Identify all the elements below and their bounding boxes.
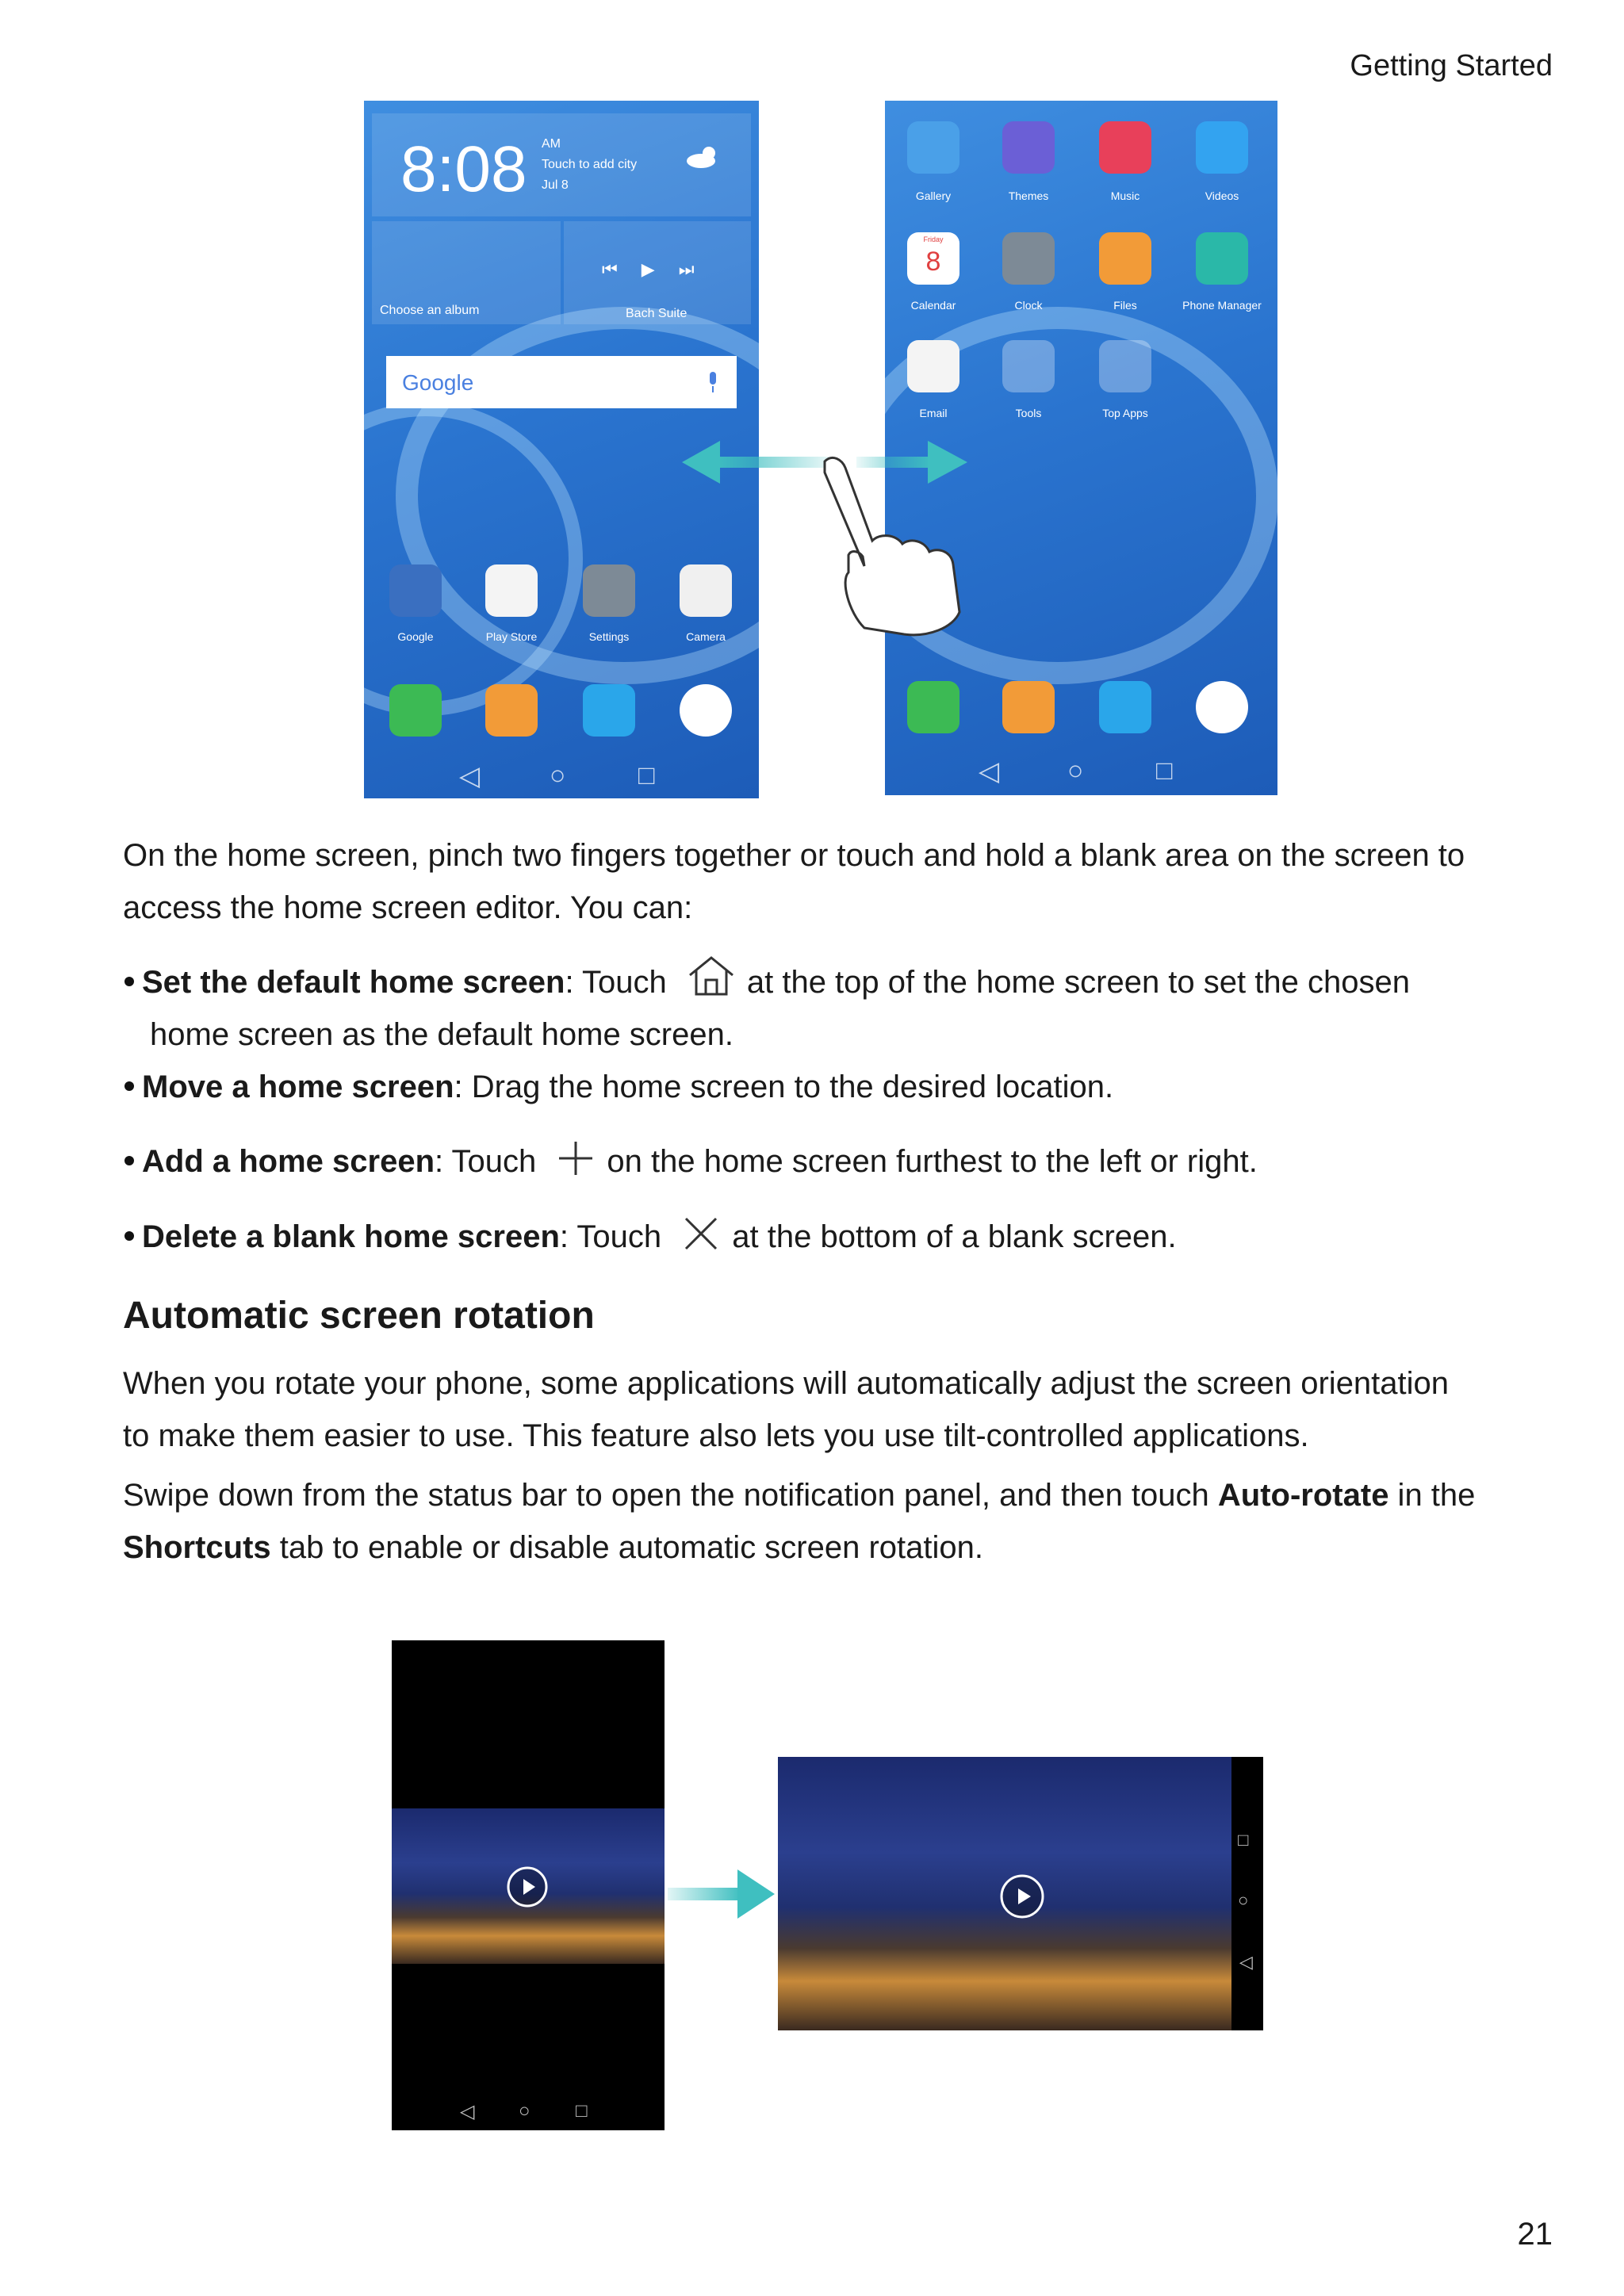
bullet-delete xyxy=(123,1211,1542,1263)
rotation-text: tab to enable or disable automatic screen rotation. xyxy=(270,1530,984,1565)
back-nav-icon: ◁ xyxy=(459,761,481,791)
email-icon xyxy=(907,340,959,392)
contacts-icon xyxy=(485,684,538,737)
themes-icon xyxy=(1002,121,1055,174)
add-city-prompt: Touch to add city xyxy=(542,158,638,171)
clock-time: 8:08 xyxy=(400,133,527,205)
app-label: Tools xyxy=(1015,407,1042,419)
app-label: Phone Manager xyxy=(1182,299,1262,312)
bullet-add xyxy=(123,1135,1542,1188)
music-icon xyxy=(1099,121,1151,174)
hand-icon xyxy=(817,453,963,640)
play-store-icon xyxy=(485,564,538,617)
app-label: Google xyxy=(397,630,434,643)
app-label: Camera xyxy=(686,630,726,643)
home-icon xyxy=(687,955,736,999)
rotate-arrow xyxy=(668,1866,775,1922)
auto-rotate-label: Auto-rotate xyxy=(1217,1478,1389,1513)
back-nav-icon: ◁ xyxy=(979,756,1000,786)
section-heading: Automatic screen rotation xyxy=(123,1295,595,1337)
app-label: Settings xyxy=(588,630,630,643)
app-label: Email xyxy=(919,407,948,419)
bullet-title: Set the default home screen xyxy=(142,965,565,1000)
rotation-paragraph-2 xyxy=(123,1469,1542,1574)
home-nav-icon: ○ xyxy=(519,2100,530,2122)
google-folder-icon xyxy=(389,564,442,617)
rotation-text: Swipe down from the status bar to open the notification panel, and then touch xyxy=(123,1478,1218,1513)
close-icon xyxy=(681,1214,721,1253)
home-nav-icon: ○ xyxy=(1238,1890,1249,1910)
bullet-text: : Touch xyxy=(435,1144,537,1179)
clock-icon xyxy=(1002,232,1055,285)
intro-line-2: access the home screen editor. You can: xyxy=(123,890,693,925)
phone-app-icon xyxy=(389,684,442,737)
bullet-text: : Drag the home screen to the desired location. xyxy=(454,1070,1114,1104)
recents-nav-icon: □ xyxy=(638,760,655,790)
app-label: Files xyxy=(1113,299,1137,312)
calendar-date: 8 xyxy=(925,247,941,277)
bullet-title: Add a home screen xyxy=(142,1144,435,1179)
chrome-icon xyxy=(1196,681,1248,733)
bullet-title: Delete a blank home screen xyxy=(142,1219,560,1254)
album-prompt: Choose an album xyxy=(380,304,480,317)
tools-folder-icon xyxy=(1002,340,1055,392)
bullet-move xyxy=(123,1061,1542,1113)
app-label: Music xyxy=(1110,189,1140,202)
back-nav-icon: ◁ xyxy=(460,2101,475,2122)
back-nav-icon: ◁ xyxy=(1239,1952,1253,1972)
settings-icon xyxy=(583,564,635,617)
recents-nav-icon: □ xyxy=(1156,756,1173,786)
top-apps-folder-icon xyxy=(1099,340,1151,392)
weather-icon xyxy=(685,145,720,169)
messages-icon xyxy=(1099,681,1151,733)
bullet-text: : Touch xyxy=(559,1219,662,1254)
home-nav-icon: ○ xyxy=(550,760,566,790)
calendar-day: Friday xyxy=(923,235,944,243)
recents-nav-icon: □ xyxy=(576,2100,588,2122)
bullet-text: at the bottom of a blank screen. xyxy=(732,1219,1177,1254)
videos-icon xyxy=(1196,121,1248,174)
google-search-bar xyxy=(386,356,737,408)
bullet-title: Move a home screen xyxy=(142,1070,454,1104)
app-label: Play Store xyxy=(485,630,538,643)
play-icon xyxy=(999,1873,1045,1919)
shortcuts-label: Shortcuts xyxy=(123,1530,271,1565)
phone-app-icon xyxy=(907,681,959,733)
chrome-icon xyxy=(680,684,732,737)
music-controls: ⏮▶⏭ xyxy=(602,259,718,279)
files-icon xyxy=(1099,232,1151,285)
play-icon xyxy=(506,1866,549,1908)
intro-line-1: On the home screen, pinch two fingers together or touch and hold a blank area on the screen to xyxy=(123,838,1465,873)
phone-manager-icon xyxy=(1196,232,1248,285)
app-label: Themes xyxy=(1008,189,1049,202)
plus-icon xyxy=(556,1138,596,1178)
app-label: Top Apps xyxy=(1102,407,1148,419)
microphone-icon xyxy=(707,370,719,394)
home-nav-icon: ○ xyxy=(1067,756,1084,786)
app-label: Videos xyxy=(1205,189,1239,202)
messages-icon xyxy=(583,684,635,737)
bullet-text: at the top of the home screen to set the chosen xyxy=(746,965,1410,1000)
recents-nav-icon: □ xyxy=(1238,1830,1249,1850)
clock-ampm: AM xyxy=(542,137,561,151)
section-header: Getting Started xyxy=(1350,49,1553,82)
bullet-text: : Touch xyxy=(565,965,667,1000)
intro-paragraph xyxy=(123,829,1542,934)
contacts-icon xyxy=(1002,681,1055,733)
app-label: Calendar xyxy=(910,299,956,312)
page-number: 21 xyxy=(1517,2217,1553,2252)
music-track: Bach Suite xyxy=(626,307,688,320)
rotation-line-2: to make them easier to use. This feature also lets you use tilt-controlled applications. xyxy=(123,1418,1309,1453)
rotation-line-1: When you rotate your phone, some applications will automatically adjust the screen orientation xyxy=(123,1366,1450,1401)
rotation-text: in the xyxy=(1388,1478,1476,1513)
app-label: Clock xyxy=(1014,299,1043,312)
app-label: Gallery xyxy=(915,189,952,202)
landscape-phone xyxy=(778,1757,1263,2030)
gallery-icon xyxy=(907,121,959,174)
rotation-paragraph-1 xyxy=(123,1357,1542,1462)
portrait-phone xyxy=(392,1640,665,2130)
bullet-text: on the home screen furthest to the left or right. xyxy=(607,1144,1258,1179)
bullet-continuation: home screen as the default home screen. xyxy=(150,1017,733,1052)
calendar-icon xyxy=(907,232,959,285)
bullet-set-default xyxy=(123,955,1542,1061)
camera-icon xyxy=(680,564,732,617)
google-logo: Google xyxy=(402,370,474,395)
clock-date: Jul 8 xyxy=(542,178,569,192)
